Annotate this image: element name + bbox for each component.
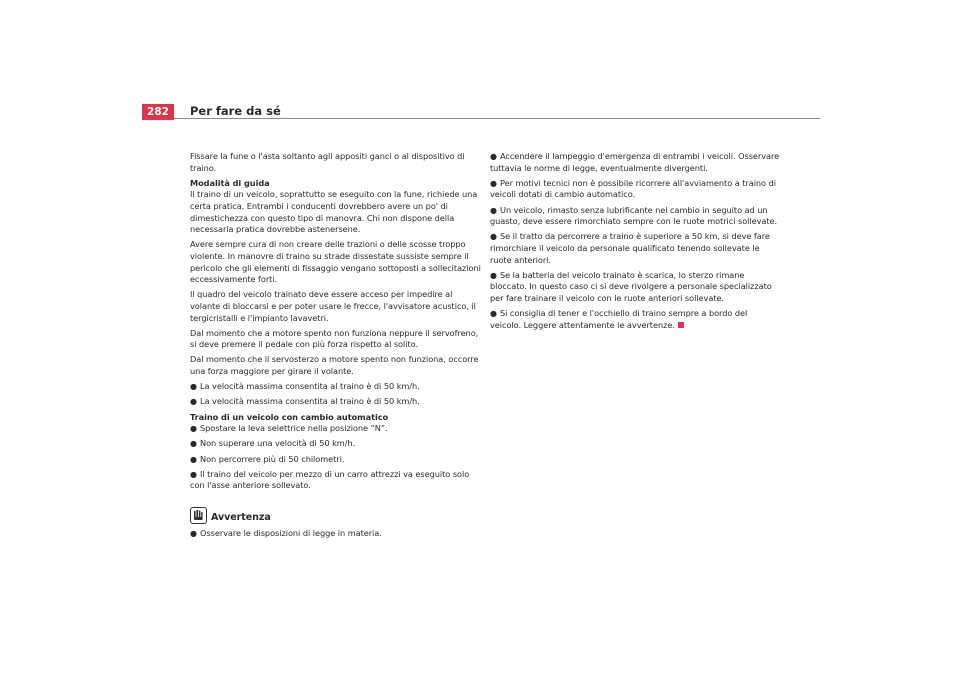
paragraph: Fissare la fune o l'asta soltanto agli appositi ganci o al dispositivo di traino. <box>190 151 465 173</box>
list-item: ● Non superare una velocità di 50 km/h. <box>190 438 356 449</box>
header-rule <box>174 118 820 119</box>
bullet-icon: ● <box>190 424 197 434</box>
paragraph: Dal momento che il servosterzo a motore spento non funziona, occorre una forza maggiore per girare il volante. <box>190 354 479 377</box>
list-item: ● Si consiglia di tener e l'occhiello di traino sempre a bordo del veicolo. Leggere attentamente le avvertenze. <box>490 308 748 330</box>
bullet-icon: ● <box>190 469 197 479</box>
list-item: ● Se il tratto da percorrere a traino è superiore a 50 km, si deve fare rimorchiare il veicolo da personale qualificato tenendo sollevate le ruote anteriori. <box>490 231 770 265</box>
bullet-icon: ● <box>190 382 197 392</box>
paragraph: Il traino di un veicolo, soprattutto se eseguito con la fune, richiede una certa pratica. Entrambi i conducenti dovrebbero avere un po' di dimestichezza con questo tipo di manovra. Chi non dispone della necessaria pratica dovrebbe astenersene. <box>190 189 478 235</box>
bullet-icon: ● <box>490 205 497 215</box>
left-column <box>190 151 482 543</box>
warning-title: Avvertenza <box>211 511 271 523</box>
bullet-icon: ● <box>190 397 197 407</box>
paragraph: Dal momento che a motore spento non funziona neppure il servofreno, si deve premere il pedale con più forza rispetto al solito. <box>190 327 479 350</box>
list-item: ● Un veicolo, rimasto senza lubrificante nel cambio in seguito ad un guasto, deve essere rimorchiato sempre con le ruote motrici sollevate. <box>490 204 778 227</box>
section-heading: Modalità di guida <box>190 177 270 188</box>
list-item: ● Accendere il lampeggio d'emergenza di entrambi i veicoli. Osservare tuttavia le norme di legge, eventualmente divergenti. <box>490 151 780 173</box>
right-column <box>490 151 780 335</box>
end-of-section-marker <box>678 322 684 328</box>
bullet-icon: ● <box>490 309 497 319</box>
paragraph: Il quadro del veicolo trainato deve essere acceso per impedire al volante di bloccarsi e per poter usare le frecce, l'avvisatore acustico, il tergicristalli e l'impianto lavavetri. <box>190 289 476 323</box>
bullet-icon: ● <box>190 528 197 538</box>
bullet-icon: ● <box>190 454 197 464</box>
list-item: ● Il traino del veicolo per mezzo di un carro attrezzi va eseguito solo con l'asse anteriore sollevato. <box>190 468 470 491</box>
bullet-icon: ● <box>490 178 497 188</box>
bullet-icon: ● <box>490 232 497 242</box>
list-item: ● La velocità massima consentita al traino è di 50 km/h. <box>190 396 420 407</box>
page-number: 282 <box>142 104 174 120</box>
list-item: ● Osservare le disposizioni di legge in materia. <box>190 527 382 538</box>
section-heading: Traino di un veicolo con cambio automatico <box>190 411 389 422</box>
list-item: ● Non percorrere più di 50 chilometri. <box>190 453 345 464</box>
page-title: Per fare da sé <box>190 104 281 118</box>
info-note-icon <box>190 507 207 524</box>
bullet-icon: ● <box>490 152 497 161</box>
paragraph: Avere sempre cura di non creare delle trazioni o delle scosse troppo violente. In manovre di traino su strade dissestate sussiste sempre il pericolo che gli elementi di fissaggio vengano sottoposti a sollecitazioni eccessivamente forti. <box>190 239 481 285</box>
list-item: ● Se la batteria del veicolo trainato è scarica, lo sterzo rimane bloccato. In questo caso ci si deve rivolgere a personale specializzato per fare trainare il veicolo con le ruote anteriori sollevate. <box>490 269 772 303</box>
warning-header <box>190 500 482 524</box>
list-item: ● La velocità massima consentita al traino è di 50 km/h. <box>190 381 420 392</box>
list-item: ● Spostare la leva selettrice nella posizione “N”. <box>190 423 388 434</box>
list-item: ● Per motivi tecnici non è possibile ricorrere all'avviamento a traino di veicoli dotati di cambio automatico. <box>490 177 776 200</box>
bullet-icon: ● <box>190 439 197 449</box>
bullet-icon: ● <box>490 270 497 280</box>
